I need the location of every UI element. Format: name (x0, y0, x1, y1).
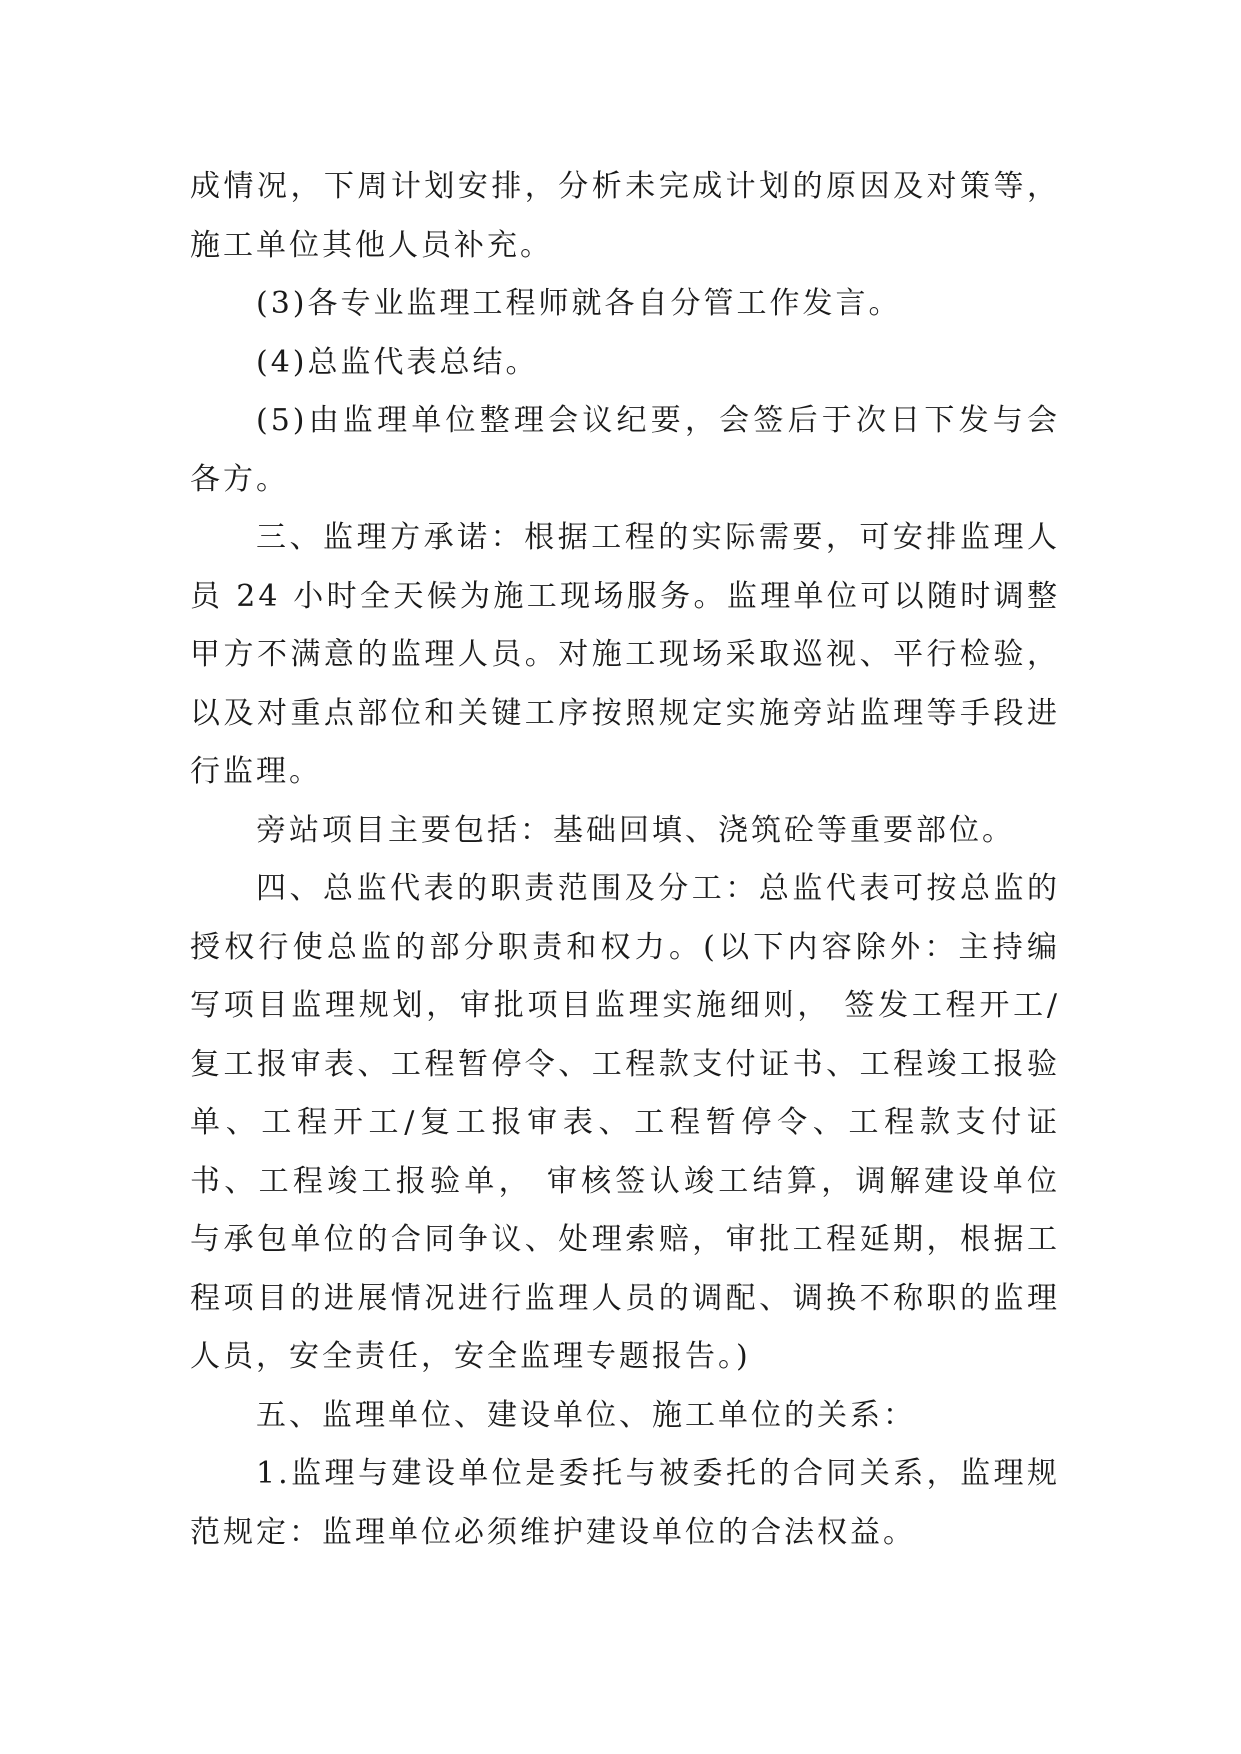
paragraph-section-4: 四、总监代表的职责范围及分工：总监代表可按总监的授权行使总监的部分职责和权力。(以下内容除外：主持编写项目监理规划，审批项目监理实施细则， 签发工程开工/复工报审表、工程暂停令、工程款支付证书、工程竣工报验单、工程开工/复工报审表、工程暂停令、工程款支付证书、工程竣工报验单， 审核签认竣工结算，调解建设单位与承包单位的合同争议、处理索赔，审批工程延期，根据工程项目的进展情况进行监理人员的调配、调换不称职的监理人员，安全责任，安全监理专题报告。) (190, 871, 1060, 1374)
paragraph-side-station-items: 旁站项目主要包括：基础回填、浇筑砼等重要部位。 (256, 812, 1015, 848)
paragraph-section-3: 三、监理方承诺：根据工程的实际需要，可安排监理人员 24 小时全天候为施工现场服务。监理单位可以随时调整甲方不满意的监理人员。对施工现场采取巡视、平行检验，以及对重点部位和关键工序按照规定实施旁站监理等手段进行监理。 (190, 520, 1060, 789)
paragraph-continuation: 成情况，下周计划安排，分析未完成计划的原因及对策等，施工单位其他人员补充。 (190, 169, 1060, 263)
paragraph-section-5-heading: 五、监理单位、建设单位、施工单位的关系： (256, 1397, 916, 1433)
paragraph-item-5: (5)由监理单位整理会议纪要，会签后于次日下发与会各方。 (190, 403, 1060, 497)
paragraph-item-3: (3)各专业监理工程师就各自分管工作发言。 (256, 286, 902, 321)
document-body (190, 158, 1060, 1562)
paragraph-item-4: (4)总监代表总结。 (256, 344, 539, 380)
paragraph-section-5-item-1: 1.监理与建设单位是委托与被委托的合同关系，监理规范规定：监理单位必须维护建设单位的合法权益。 (190, 1456, 1060, 1550)
